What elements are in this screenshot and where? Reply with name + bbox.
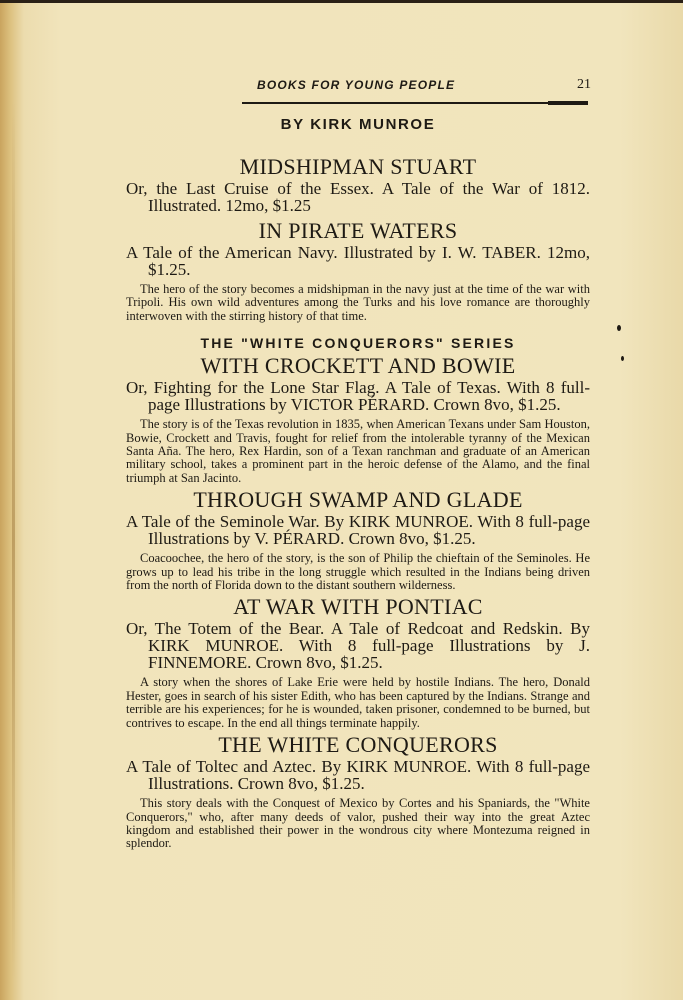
book-title: THROUGH SWAMP AND GLADE <box>193 487 523 513</box>
book-entry-through-swamp-and-glade <box>126 487 590 592</box>
book-info: A Tale of Toltec and Aztec. By KIRK MUNROE. With 8 full-page Illustrations. Crown 8vo, $1.25. <box>126 757 590 794</box>
book-info: Or, Fighting for the Lone Star Flag. A Tale of Texas. With 8 full-page Illustrations by VICTOR PÉRARD. Crown 8vo, $1.25. <box>126 378 590 415</box>
book-title: IN PIRATE WATERS <box>258 218 458 243</box>
ink-blot <box>617 325 621 331</box>
book-entry-in-pirate-waters <box>126 218 590 323</box>
top-edge <box>0 0 683 3</box>
book-info: A Tale of the Seminole War. By KIRK MUNROE. With 8 full-page Illustrations by V. PÉRARD. Crown 8vo, $1.25. <box>126 512 590 549</box>
book-title: WITH CROCKETT AND BOWIE <box>200 353 516 379</box>
book-info: Or, The Totem of the Bear. A Tale of Redcoat and Redskin. By KIRK MUNROE. With 8 full-page Illustrations by J. FINNEMORE. Crown 8vo, $1.25. <box>126 619 590 673</box>
book-title: MIDSHIPMAN STUART <box>239 154 477 179</box>
book-description: A story when the shores of Lake Erie were held by hostile Indians. The hero, Donald Hester, goes in search of his sister Edith, who has been captured by the Indians. Strange and terrible are his experiences; for he is wounded, taken prisoner, condemned to be burned, but contrives to escape. In the end all things terminate happily. <box>126 675 590 730</box>
page-number: 21 <box>577 77 591 92</box>
book-description: Coacoochee, the hero of the story, is the son of Philip the chieftain of the Seminoles. He grows up to lead his tribe in the long struggle which resulted in the Indians being driven from the north of Florida down to the distant southern wilderness. <box>126 551 590 593</box>
book-description: The hero of the story becomes a midshipman in the navy just at the time of the war with Tripoli. His own wild adventures among the Turks and his love romance are thoroughly interwoven with the stirring history of that time. <box>126 282 590 323</box>
page-body <box>126 116 590 853</box>
ink-blot <box>621 356 624 361</box>
book-description: This story deals with the Conquest of Mexico by Cortes and his Spaniards, the "White Conquerors," who, after many deeds of valor, pushed their way into the great Aztec kingdom and established their power in the wondrous city where Montezuma reigned in splendor. <box>126 796 590 851</box>
header-rule <box>242 102 588 104</box>
book-info: A Tale of the American Navy. Illustrated by I. W. TABER. 12mo, $1.25. <box>126 243 590 279</box>
book-entry-the-white-conquerors <box>126 732 590 851</box>
book-entry-midshipman-stuart <box>126 154 590 214</box>
book-title: AT WAR WITH PONTIAC <box>233 594 483 620</box>
book-entry-at-war-with-pontiac <box>126 594 590 730</box>
series-heading: THE "WHITE CONQUERORS" SERIES <box>200 335 516 352</box>
author-heading: BY KIRK MUNROE <box>280 116 436 133</box>
book-description: The story is of the Texas revolution in 1835, when American Texans under Sam Houston, Bowie, Crockett and Travis, fought for relief from the intolerable tyranny of the Mexican Santa Aña. The hero, Rex Hardin, son of a Texan ranchman and graduate of an American military school, takes a prominent part in the heroic defense of the Alamo, and the final triumph at San Jacinto. <box>126 417 590 485</box>
spine-shadow <box>12 100 15 980</box>
book-info: Or, the Last Cruise of the Essex. A Tale of the War of 1812. Illustrated. 12mo, $1.25 <box>126 179 590 215</box>
running-head: BOOKS FOR YOUNG PEOPLE <box>257 78 456 92</box>
book-title: THE WHITE CONQUERORS <box>218 732 498 758</box>
book-entry-with-crockett-and-bowie <box>126 353 590 485</box>
